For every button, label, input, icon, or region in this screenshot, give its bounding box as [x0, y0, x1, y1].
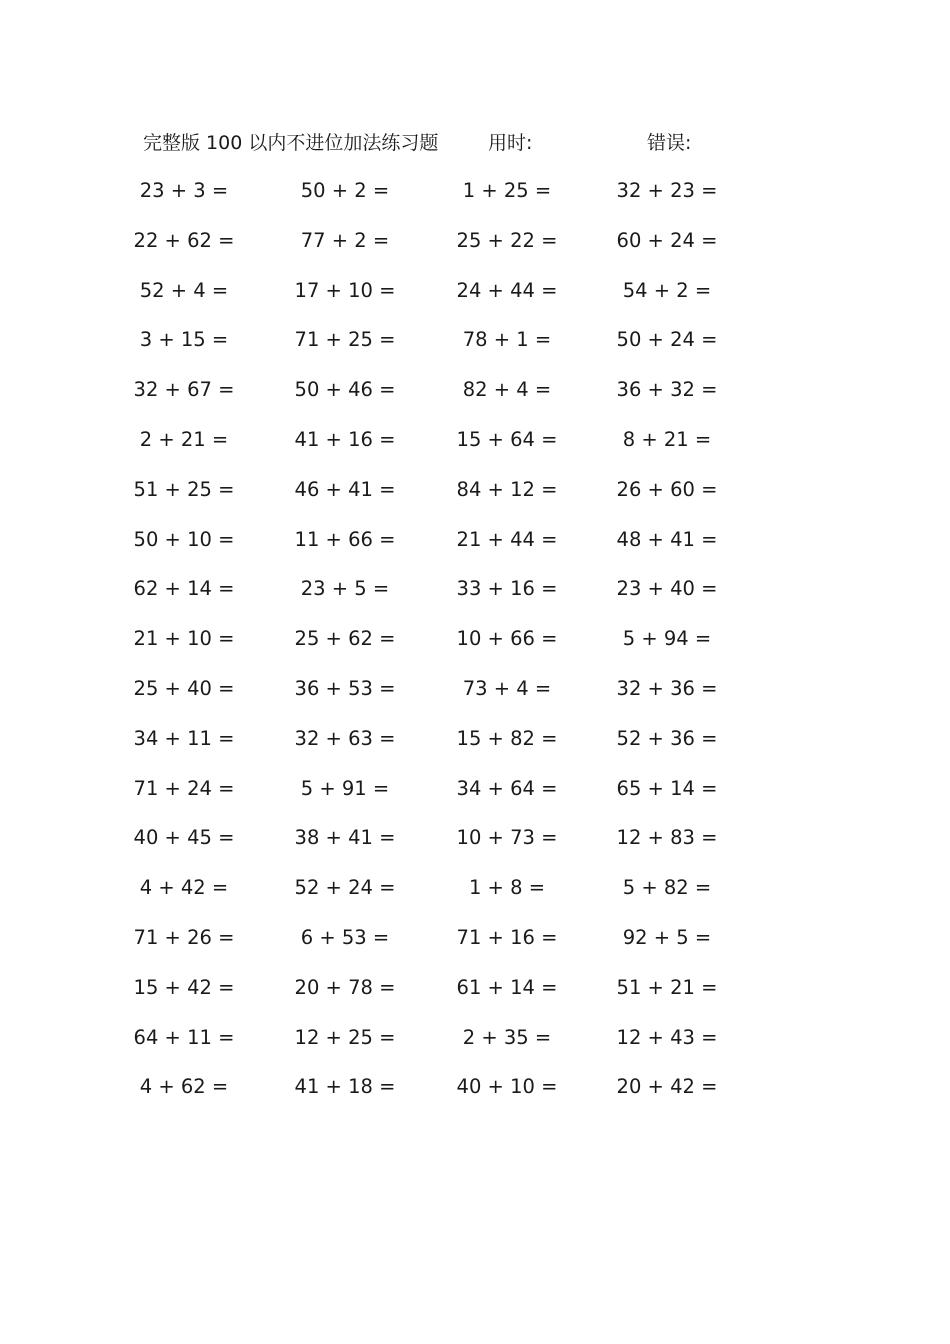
problem-cell: 33 + 16 =: [456, 577, 558, 601]
problem-row: [0, 375, 950, 425]
problem-cell: 21 + 10 =: [133, 627, 235, 651]
problem-cell: 20 + 42 =: [616, 1075, 718, 1099]
problem-cell: 48 + 41 =: [616, 527, 718, 551]
problem-cell: 4 + 42 =: [139, 876, 229, 900]
problem-cell: 51 + 21 =: [616, 975, 718, 999]
problem-cell: 32 + 67 =: [133, 378, 235, 402]
problem-cell: 4 + 62 =: [139, 1075, 229, 1099]
problem-row: [0, 425, 950, 475]
problem-cell: 25 + 62 =: [294, 627, 396, 651]
problem-cell: 15 + 82 =: [456, 726, 558, 750]
problem-cell: 5 + 91 =: [300, 776, 390, 800]
problem-cell: 25 + 40 =: [133, 676, 235, 700]
problem-cell: 11 + 66 =: [294, 527, 396, 551]
problem-cell: 32 + 63 =: [294, 726, 396, 750]
problem-cell: 84 + 12 =: [456, 477, 558, 501]
problem-cell: 26 + 60 =: [616, 477, 718, 501]
problem-cell: 40 + 45 =: [133, 826, 235, 850]
problem-cell: 62 + 14 =: [133, 577, 235, 601]
problem-row: [0, 774, 950, 824]
problem-cell: 73 + 4 =: [462, 676, 552, 700]
problem-row: [0, 226, 950, 276]
problem-row: [0, 724, 950, 774]
problem-row: [0, 674, 950, 724]
problem-cell: 54 + 2 =: [622, 278, 712, 302]
problem-cell: 38 + 41 =: [294, 826, 396, 850]
problem-cell: 15 + 42 =: [133, 975, 235, 999]
problem-row: [0, 574, 950, 624]
problem-cell: 60 + 24 =: [616, 228, 718, 252]
problem-cell: 5 + 94 =: [622, 627, 712, 651]
problem-cell: 78 + 1 =: [462, 328, 552, 352]
problem-row: [0, 1023, 950, 1073]
problem-cell: 1 + 25 =: [462, 179, 552, 202]
problem-cell: 22 + 62 =: [133, 228, 235, 252]
problem-cell: 23 + 40 =: [616, 577, 718, 601]
problem-cell: 40 + 10 =: [456, 1075, 558, 1099]
problem-cell: 71 + 25 =: [294, 328, 396, 352]
worksheet-title: 完整版 100 以内不进位加法练习题: [143, 132, 439, 154]
problem-row: [0, 823, 950, 873]
problem-row: [0, 1072, 950, 1122]
problem-cell: 8 + 21 =: [622, 427, 712, 451]
problem-cell: 1 + 8 =: [468, 876, 546, 900]
problem-cell: 12 + 83 =: [616, 826, 718, 850]
problem-cell: 77 + 2 =: [300, 228, 390, 252]
problem-cell: 23 + 3 =: [139, 179, 229, 202]
problem-cell: 24 + 44 =: [456, 278, 558, 302]
error-label: 错误:: [647, 132, 692, 154]
problem-cell: 51 + 25 =: [133, 477, 235, 501]
problem-cell: 65 + 14 =: [616, 776, 718, 800]
problem-cell: 2 + 35 =: [462, 1025, 552, 1049]
problem-row: [0, 325, 950, 375]
problem-row: [0, 475, 950, 525]
problem-cell: 82 + 4 =: [462, 378, 552, 402]
problem-cell: 25 + 22 =: [456, 228, 558, 252]
problem-cell: 71 + 16 =: [456, 925, 558, 949]
problem-cell: 15 + 64 =: [456, 427, 558, 451]
problem-cell: 12 + 43 =: [616, 1025, 718, 1049]
problem-row: [0, 624, 950, 674]
problem-cell: 36 + 53 =: [294, 676, 396, 700]
problem-cell: 6 + 53 =: [300, 925, 390, 949]
problem-cell: 50 + 24 =: [616, 328, 718, 352]
problem-grid: [0, 176, 950, 1122]
problem-cell: 52 + 4 =: [139, 278, 229, 302]
problem-cell: 50 + 10 =: [133, 527, 235, 551]
problem-cell: 10 + 66 =: [456, 627, 558, 651]
problem-cell: 46 + 41 =: [294, 477, 396, 501]
problem-row: [0, 276, 950, 326]
time-label: 用时:: [488, 132, 533, 154]
problem-row: [0, 873, 950, 923]
problem-cell: 61 + 14 =: [456, 975, 558, 999]
problem-cell: 41 + 18 =: [294, 1075, 396, 1099]
problem-cell: 34 + 64 =: [456, 776, 558, 800]
worksheet-header: [0, 128, 950, 158]
problem-row: [0, 525, 950, 575]
problem-cell: 64 + 11 =: [133, 1025, 235, 1049]
problem-cell: 10 + 73 =: [456, 826, 558, 850]
problem-cell: 5 + 82 =: [622, 876, 712, 900]
problem-cell: 3 + 15 =: [139, 328, 229, 352]
problem-cell: 50 + 46 =: [294, 378, 396, 402]
problem-cell: 41 + 16 =: [294, 427, 396, 451]
problem-row: [0, 973, 950, 1023]
problem-cell: 71 + 24 =: [133, 776, 235, 800]
problem-cell: 23 + 5 =: [300, 577, 390, 601]
problem-cell: 2 + 21 =: [139, 427, 229, 451]
problem-cell: 92 + 5 =: [622, 925, 712, 949]
problem-cell: 52 + 24 =: [294, 876, 396, 900]
problem-cell: 32 + 36 =: [616, 676, 718, 700]
problem-row: [0, 923, 950, 973]
problem-cell: 21 + 44 =: [456, 527, 558, 551]
problem-cell: 50 + 2 =: [300, 179, 390, 202]
problem-cell: 71 + 26 =: [133, 925, 235, 949]
problem-cell: 52 + 36 =: [616, 726, 718, 750]
problem-cell: 34 + 11 =: [133, 726, 235, 750]
problem-cell: 17 + 10 =: [294, 278, 396, 302]
problem-cell: 12 + 25 =: [294, 1025, 396, 1049]
problem-cell: 32 + 23 =: [616, 179, 718, 202]
problem-row: [0, 176, 950, 226]
problem-cell: 20 + 78 =: [294, 975, 396, 999]
problem-cell: 36 + 32 =: [616, 378, 718, 402]
